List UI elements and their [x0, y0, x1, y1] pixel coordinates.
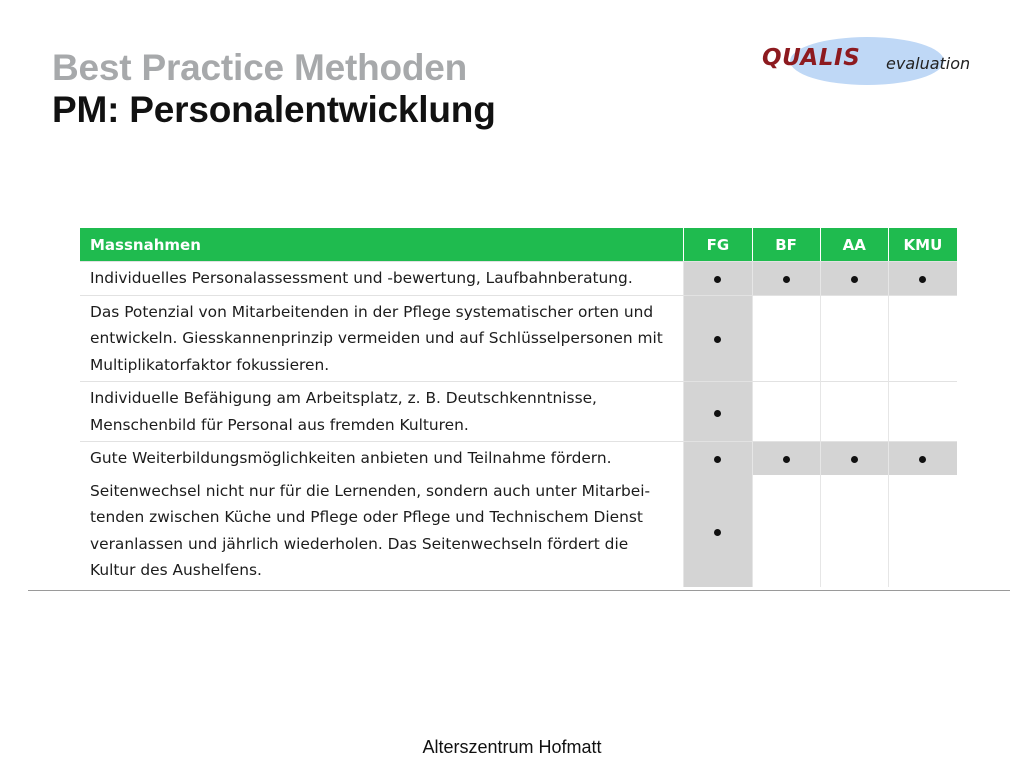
- mark-cell-bf: [752, 475, 820, 587]
- table-row: [80, 475, 957, 587]
- bullet-dot-icon: [714, 336, 721, 343]
- slide-title: Best Practice Methoden: [52, 47, 468, 88]
- measure-text: Individuelle Befähigung am Arbeitsplatz, z. B. Deutschkenntnisse, Menschenbild für Personal aus fremden Kulturen.: [80, 381, 683, 441]
- mark-cell-aa: [820, 295, 888, 382]
- measure-text: Individuelles Personalassessment und -bewertung, Laufbahnberatung.: [80, 261, 683, 295]
- mark-cell-kmu: [888, 441, 957, 475]
- bullet-dot-icon: [714, 276, 721, 283]
- measures-table: [80, 228, 957, 587]
- bullet-dot-icon: [714, 529, 721, 536]
- measure-text: Gute Weiterbildungsmöglichkeiten anbieten und Teilnahme fördern.: [80, 441, 683, 475]
- table-row: [80, 261, 957, 295]
- measure-text: Seitenwechsel nicht nur für die Lernenden, sondern auch unter Mitarbei-tenden zwischen Küche und Pflege oder Pflege und Technischem Dienst veranlassen und jährlich wiederholen. Das Seitenwechseln fördert die Kultur des Aushelfens.: [90, 481, 651, 579]
- mark-cell-fg: [683, 295, 751, 382]
- mark-cell-kmu: [888, 261, 957, 295]
- mark-cell-bf: [752, 261, 820, 295]
- column-header-bf: BF: [752, 228, 820, 261]
- logo-brand-text: QUALIS: [762, 45, 861, 71]
- mark-cell-aa: [820, 475, 888, 587]
- mark-cell-aa: [820, 441, 888, 475]
- measures-table-container: [80, 228, 957, 587]
- mark-cell-fg: [683, 261, 751, 295]
- table-row: [80, 381, 957, 441]
- footer-text: Alterszentrum Hofmatt: [422, 737, 602, 757]
- bullet-dot-icon: [714, 456, 721, 463]
- mark-cell-fg: [683, 475, 751, 587]
- bottom-divider: [28, 590, 1010, 591]
- logo-word-text: evaluation: [886, 54, 971, 73]
- mark-cell-kmu: [888, 295, 957, 382]
- column-header-kmu: KMU: [888, 228, 957, 261]
- measure-text: Das Potenzial von Mitarbeitenden in der Pflege systematischer orten und entwickeln. Giesskannenprinzip vermeiden und auf Schlüsselpersonen mit Multiplikatorfaktor fokussieren.: [80, 295, 683, 382]
- column-header-massnahmen: Massnahmen: [80, 228, 683, 261]
- bullet-dot-icon: [783, 276, 790, 283]
- column-header-aa: AA: [820, 228, 888, 261]
- mark-cell-kmu: [888, 381, 957, 441]
- slide-subtitle: PM: Personalentwicklung: [52, 89, 496, 130]
- mark-cell-kmu: [888, 475, 957, 587]
- bullet-dot-icon: [919, 276, 926, 283]
- qualis-logo: [760, 36, 982, 86]
- bullet-dot-icon: [714, 410, 721, 417]
- column-header-fg: FG: [683, 228, 751, 261]
- table-header-row: [80, 228, 957, 261]
- table-body: [80, 261, 957, 587]
- bullet-dot-icon: [851, 276, 858, 283]
- table-row: [80, 441, 957, 475]
- mark-cell-bf: [752, 381, 820, 441]
- mark-cell-bf: [752, 441, 820, 475]
- mark-cell-aa: [820, 381, 888, 441]
- mark-cell-aa: [820, 261, 888, 295]
- table-row: [80, 295, 957, 382]
- bullet-dot-icon: [783, 456, 790, 463]
- mark-cell-fg: [683, 441, 751, 475]
- bullet-dot-icon: [919, 456, 926, 463]
- bullet-dot-icon: [851, 456, 858, 463]
- mark-cell-bf: [752, 295, 820, 382]
- mark-cell-fg: [683, 381, 751, 441]
